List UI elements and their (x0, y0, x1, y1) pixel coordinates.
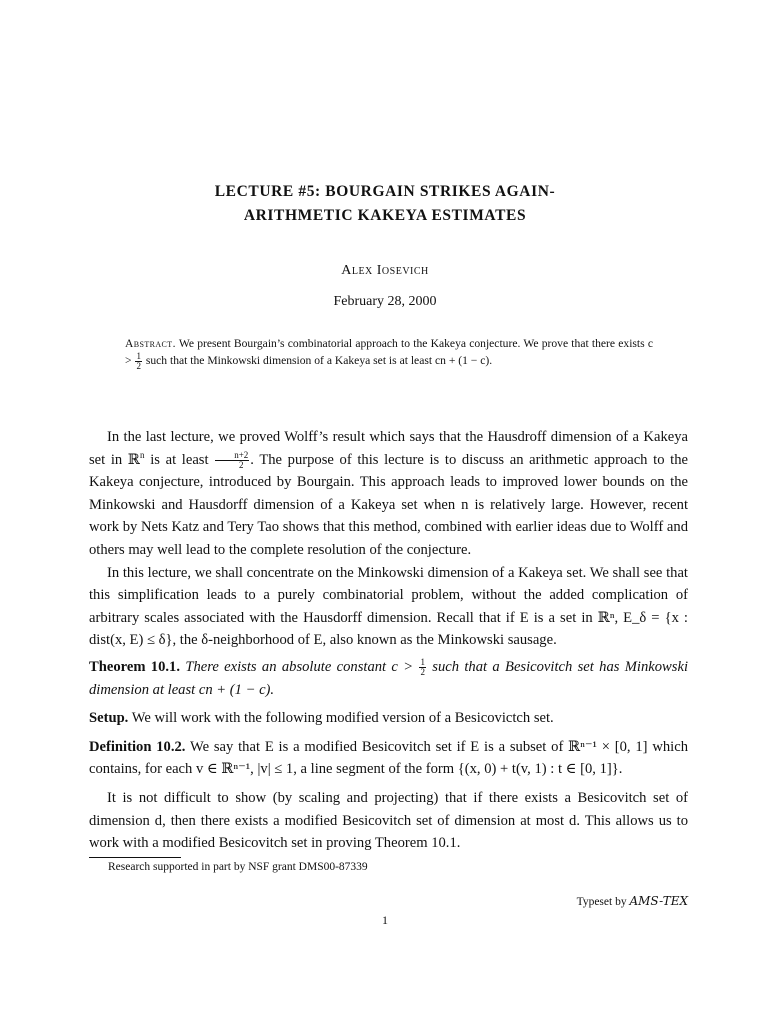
p1-fraction (215, 451, 249, 470)
definition-text: We say that E is a modified Besicovitch set if E is a subset of ℝⁿ⁻¹ × [0, 1] which contains, for each v ∈ ℝⁿ⁻¹, |v| ≤ 1, a line segment of the form {(x, 0) + t(v, 1) : t ∈ [0, 1]}. (89, 738, 688, 778)
definition-10-2 (89, 736, 688, 781)
abstract-text-b: such that the Minkowski dimension of a Kakeya set is at least cn + (1 − c). (142, 354, 493, 368)
theorem-label: Theorem 10.1. (89, 658, 180, 675)
theorem-text-a: There exists an absolute constant c > (180, 658, 419, 675)
p1-frac-num: n+2 (215, 451, 249, 461)
paragraph-1 (89, 426, 688, 562)
definition-label: Definition 10.2. (89, 738, 186, 755)
theorem-frac-den: 2 (420, 667, 425, 678)
typeset-prefix: Typeset by (576, 896, 630, 908)
abstract-fraction (135, 352, 142, 371)
setup-label: Setup. (89, 710, 129, 727)
theorem-text-b: such that a Besicovitch set has Minkowski dimension at least cn + (1 − c). (89, 658, 688, 698)
title-line-2: ARITHMETIC KAKEYA ESTIMATES (243, 207, 527, 224)
theorem-frac-num: 1 (420, 657, 425, 668)
p1-text-a: In the last lecture, we proved Wolff’s result which says that the Hausdroff dimension of a Kakeya set in ℝ (89, 429, 688, 468)
typeset-credit (577, 894, 688, 908)
abstract-label: Abstract. (125, 337, 176, 350)
abstract-text-a: We present Bourgain’s combinatorial approach to the Kakeya conjecture. We prove that there exists c > (125, 337, 653, 368)
p1-frac-den: 2 (238, 459, 244, 470)
page-number: 1 (382, 913, 388, 927)
body-text (89, 426, 688, 855)
p1-superscript: n (140, 449, 145, 460)
title-line-1: LECTURE #5: BOURGAIN STRIKES AGAIN- (214, 183, 556, 200)
footnote-rule (89, 857, 181, 858)
author: Alex Iosevich (341, 263, 429, 278)
abstract (125, 336, 653, 371)
ams-tex-logo: AMS-TEX (629, 894, 688, 908)
setup-text: We will work with the following modified version of a Besicovictch set. (128, 710, 554, 727)
paragraph-3: It is not difficult to show (by scaling and projecting) that if there exists a Besicovitch set of dimension d, then there exists a modified Besicovitch set of dimension at most d. This allows us to work with a modified Besicovitch set in proving Theorem 10.1. (89, 789, 688, 852)
date: February 28, 2000 (333, 294, 437, 309)
paragraph-2: In this lecture, we shall concentrate on the Minkowski dimension of a Kakeya set. We shall see that this simplification leads to a purely combinatorial problem, without the added complication of arbitrary scales associated with the Hausdorff dimension. Recall that if E is a set in ℝⁿ, E_δ = {x : dist(x, E) ≤ δ}, the δ-neighborhood of E, also known as the Minkowski sausage. (89, 564, 688, 649)
abstract-frac-den: 2 (136, 361, 141, 371)
abstract-frac-num: 1 (136, 351, 141, 361)
theorem-fraction (419, 658, 426, 677)
p1-text-c: . The purpose of this lecture is to discuss an arithmetic approach to the Kakeya conjecture, introduced by Bourgain. This approach leads to improved lower bounds on the Minkowski and Hausdorff dimension of a Kakeya set when n is relatively large. However, recent work by Nets Katz and Tery Tao shows that this method, combined with earlier ideas due to Wolff and others may well lead to the complete resolution of the conjecture. (89, 451, 688, 558)
theorem-10-1 (89, 656, 688, 701)
setup-paragraph (89, 707, 688, 730)
p1-text-b: is at least (144, 451, 215, 468)
footnote: Research supported in part by NSF grant DMS00-87339 (108, 861, 368, 873)
